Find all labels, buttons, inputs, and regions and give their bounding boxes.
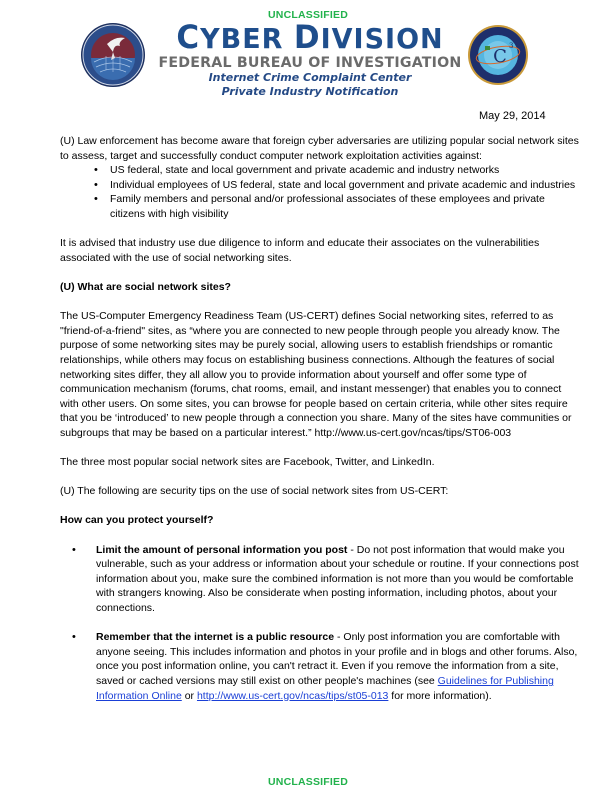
fbi-cyber-division-seal-icon [80,22,146,88]
tip-title: Limit the amount of personal information you post [96,543,348,556]
classification-banner-bottom: UNCLASSIFIED [268,776,348,788]
protect-heading: How can you protect yourself? [60,514,214,527]
tip-item [72,543,580,616]
classification-banner-top: UNCLASSIFIED [268,9,348,21]
masthead-line-2: Private Industry Notification [221,85,399,98]
list-item: • Individual employees of US federal, state and local government and private academic and industries [94,178,580,193]
tip-item: • Remember that the internet is a public resource - Only post information you are comfortable with anyone seeing. This includes information and photos in your profile and in blogs and other forums. Also, once you post information online, you can't retract it. Even if you remove the information from a site, saved or cached versions may still exist on other people's machines (see Guidelines for Publishing Information Online or http://www.us-cert.gov/ncas/tips/st05-013 for more information). [72,630,580,703]
intro-paragraph: (U) Law enforcement has become aware that foreign cyber adversaries are utilizing popular social network sites to assess, target and successfully conduct computer network exploitation activities against: [60,135,579,162]
document-body [60,134,580,703]
target-list [60,163,580,221]
masthead-title: CYBER DIVISION [176,19,444,57]
tip-text: - Do not post information that would make you vulnerable, such as your address or information about your schedule or routine. If your connections post information about you, make sure the combined information is not more than you would be comfortable with strangers knowing. Also be considerate when posting information, including photos, about your connections. [96,543,579,614]
guidelines-link[interactable]: Guidelines for Publishing Information Online [96,674,554,702]
us-cert-tips-link[interactable]: http://www.us-cert.gov/ncas/tips/st05-013 [196,689,389,702]
svg-text:3: 3 [509,42,514,50]
svg-text:C: C [493,46,507,67]
document-date: May 29, 2014 [479,110,546,122]
masthead-line-1: Internet Crime Complaint Center [208,71,412,84]
tips-list [60,630,580,703]
section-heading: (U) What are social network sites? [60,280,231,293]
tip-title: Remember that the internet is a public resource [96,631,335,644]
definition-paragraph: The US-Computer Emergency Readiness Team (US-CERT) defines Social networking sites, referred to as "friend-of-a-friend" sites, as “where you are connected to new people through people you already know. The purpose of some networking sites may be purely social, allowing users to establish friendships or romantic relationships, while others may focus on establishing business connections. Although the features of social networking sites differ, they all allow you to provide information about yourself and offer some type of communication mechanism (forums, chat rooms, email, and instant messenger) that enables you to connect with other users. On some sites, you can browse for people based on certain criteria, while other sites require that you be ‘introduced’ to new people through a connection you share. Many of the sites have communities or subgroups that may be based on a particular interest.” http://www.us-cert.gov/ncas/tips/ST06-003 [60,310,572,439]
popular-sites-paragraph: The three most popular social network sites are Facebook, Twitter, and LinkedIn. [60,456,435,469]
ic3-seal-icon [467,22,529,88]
list-item: • US federal, state and local government and private academic and industry networks [94,163,580,178]
masthead-subtitle: FEDERAL BUREAU OF INVESTIGATION [158,55,462,71]
tips-intro-paragraph: (U) The following are security tips on the use of social network sites from US-CERT: [60,485,449,498]
list-item: • Family members and personal and/or professional associates of these employees and private citizens with high visibility [94,192,580,221]
tips-list [60,543,580,616]
masthead [150,19,470,99]
advice-paragraph: It is advised that industry use due diligence to inform and educate their associates on the vulnerabilities associated with the use of social networking sites. [60,237,540,264]
tip-text: - Only post information you are comfortable with anyone seeing. This includes information and photos in your profile and in blogs and other forums. Also, once you post information online, you can't retract it. Even if you remove the information from a site, saved or cached versions may still exist on other people's machines (see [96,631,578,687]
